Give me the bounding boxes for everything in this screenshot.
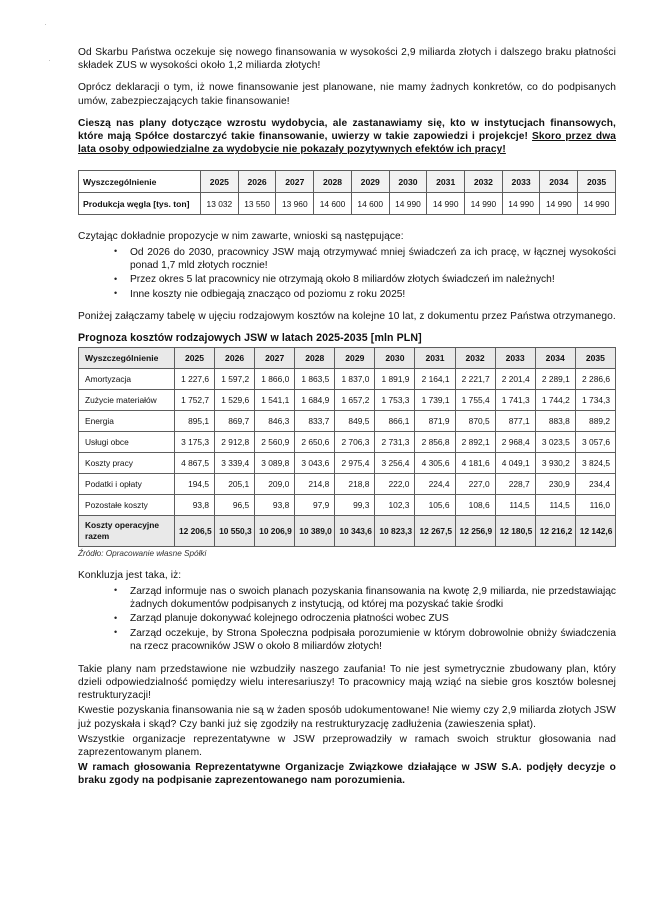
emphasis-plain-text: Cieszą nas plany dotyczące wzrostu wydobycia, ale zastanawiamy się, kto w instytucjach finansowych, które mają Spółce dostarczyć takie finansowanie, uwierzy w takie zapowiedzi i projekcje! (78, 117, 616, 143)
production-table (78, 170, 616, 215)
conclusions-bullet-list (78, 246, 616, 302)
table-cell: 1 863,5 (295, 369, 335, 390)
table-cell: 833,7 (295, 411, 335, 432)
column-header: 2027 (255, 348, 295, 369)
table-cell: 1 529,6 (215, 390, 255, 411)
table-cell: 1 752,7 (175, 390, 215, 411)
column-header: 2027 (276, 171, 314, 193)
table-cell: 3 057,6 (575, 432, 615, 453)
column-header: 2026 (215, 348, 255, 369)
table-cell: 13 960 (276, 193, 314, 215)
table-cell: 1 837,0 (335, 369, 375, 390)
table-cell: 2 650,6 (295, 432, 335, 453)
scan-artifact-mark: · (48, 55, 51, 65)
summary-bullet-list (78, 585, 616, 654)
table-cell: 3 175,3 (175, 432, 215, 453)
column-header: 2033 (502, 171, 540, 193)
column-header: 2031 (427, 171, 465, 193)
emphasis-paragraph (78, 117, 616, 157)
table-cell: 14 990 (502, 193, 540, 215)
table-cell: 13 550 (238, 193, 276, 215)
table-cell: 12 180,5 (495, 516, 535, 547)
column-header: 2030 (375, 348, 415, 369)
column-header: 2030 (389, 171, 427, 193)
table-cell: 93,8 (175, 495, 215, 516)
table-row (79, 474, 616, 495)
row-label: Koszty operacyjne razem (79, 516, 175, 547)
table-cell: 849,5 (335, 411, 375, 432)
table-cell: 114,5 (535, 495, 575, 516)
table-cell: 4 867,5 (175, 453, 215, 474)
table-cell: 4 049,1 (495, 453, 535, 474)
column-header: 2032 (465, 171, 503, 193)
table-cell: 1 684,9 (295, 390, 335, 411)
table-cell: 214,8 (295, 474, 335, 495)
table-cell: 2 856,8 (415, 432, 455, 453)
table-cell: 2 289,1 (535, 369, 575, 390)
list-item: • Inne koszty nie odbiegają znacząco od poziomu z roku 2025! (130, 288, 616, 301)
table-cell: 895,1 (175, 411, 215, 432)
table-cell: 871,9 (415, 411, 455, 432)
table-cell: 3 043,6 (295, 453, 335, 474)
table-cell: 14 990 (427, 193, 465, 215)
table-cell: 96,5 (215, 495, 255, 516)
table-cell: 14 990 (578, 193, 616, 215)
table-cell: 218,8 (335, 474, 375, 495)
table-cell: 114,5 (495, 495, 535, 516)
table-cell: 2 164,1 (415, 369, 455, 390)
closing-paragraph-1 (78, 663, 616, 703)
closing-paragraph-3: Wszystkie organizacje reprezentatywne w JSW przeprowadziły w ramach swoich struktur głosowania nad zaprezentowanym planem. (78, 733, 616, 758)
column-header: 2025 (201, 171, 239, 193)
intro-paragraph-2: Oprócz deklaracji o tym, iż nowe finansowanie jest planowane, nie mamy żadnych konkretów, co do podpisanych umów, zabezpieczających takie finansowanie! (78, 82, 616, 107)
table-cell: 230,9 (535, 474, 575, 495)
table-cell: 12 206,5 (175, 516, 215, 547)
table-cell: 2 892,1 (455, 432, 495, 453)
table-cell: 870,5 (455, 411, 495, 432)
table-cell: 12 142,6 (575, 516, 615, 547)
table-cell: 108,6 (455, 495, 495, 516)
table-cell: 4 181,6 (455, 453, 495, 474)
table-cell: 14 600 (351, 193, 389, 215)
table-cell: 1 866,0 (255, 369, 295, 390)
table-cell: 1 741,3 (495, 390, 535, 411)
table-cell: 194,5 (175, 474, 215, 495)
table-cell: 1 755,4 (455, 390, 495, 411)
cost-table-caption: Prognoza kosztów rodzajowych JSW w latach 2025-2035 [mln PLN] (78, 332, 422, 345)
table-cell: 869,7 (215, 411, 255, 432)
table-cell: 1 744,2 (535, 390, 575, 411)
table-cell: 3 930,2 (535, 453, 575, 474)
closing-paragraph-2: Kwestie pozyskania finansowania nie są w żaden sposób udokumentowane! Nie wiemy czy 2,9 miliarda złotych JSW już pozyskała i skąd? Czy banki już się zgodziły na restrukturyzację zadłużenia (zawieszenia spłat). (78, 705, 616, 730)
table-cell: 116,0 (575, 495, 615, 516)
table-cell: 3 256,4 (375, 453, 415, 474)
intro-paragraph-1: Od Skarbu Państwa oczekuje się nowego finansowania w wysokości 2,9 miliarda złotych i dalszego braku płatności składek ZUS w wysokości około 1,2 miliarda złotych! (78, 47, 616, 72)
table-row (79, 411, 616, 432)
table-cell: 10 389,0 (295, 516, 335, 547)
table-cell: 14 600 (314, 193, 352, 215)
table-cell: 10 823,3 (375, 516, 415, 547)
column-header: 2029 (335, 348, 375, 369)
table-cell: 14 990 (540, 193, 578, 215)
table-cell: 10 343,6 (335, 516, 375, 547)
column-header: Wyszczególnienie (79, 348, 175, 369)
conclusions-lead-in: Czytając dokładnie propozycje w nim zawarte, wnioski są następujące: (78, 231, 404, 243)
column-header: 2029 (351, 171, 389, 193)
table-intro-paragraph: Poniżej załączamy tabelę w ujęciu rodzajowym kosztów na kolejne 10 lat, z dokumentu przez Państwa otrzymanego. (78, 311, 616, 323)
table-cell: 4 305,6 (415, 453, 455, 474)
row-label: Usługi obce (79, 432, 175, 453)
summary-lead-in: Konkluzja jest taka, iż: (78, 570, 182, 582)
table-cell: 97,9 (295, 495, 335, 516)
scan-artifact-mark: · (44, 19, 47, 29)
table-cell: 866,1 (375, 411, 415, 432)
table-cell: 1 739,1 (415, 390, 455, 411)
closing-plain-text: To pracownicy mają wziąć na siebie gros kosztów bolesnej restrukturyzacji! (78, 676, 616, 702)
table-cell: 2 221,7 (455, 369, 495, 390)
table-cell: 3 089,8 (255, 453, 295, 474)
cost-forecast-table (78, 347, 616, 547)
row-label: Podatki i opłaty (79, 474, 175, 495)
table-cell: 877,1 (495, 411, 535, 432)
closing-bold-text: Takie plany nam przedstawione nie wzbudziły naszego zaufania! To nie jest symetrycznie zbudowany plan, który dzieli odpowiedzialność pomiędzy wielu interesariuszy! (78, 663, 616, 688)
table-cell: 222,0 (375, 474, 415, 495)
table-cell: 883,8 (535, 411, 575, 432)
table-cell: 10 550,3 (215, 516, 255, 547)
table-cell: 14 990 (465, 193, 503, 215)
table-cell: 205,1 (215, 474, 255, 495)
column-header: 2031 (415, 348, 455, 369)
table-row (79, 432, 616, 453)
table-cell: 209,0 (255, 474, 295, 495)
column-header: 2028 (295, 348, 335, 369)
row-label: Zużycie materiałów (79, 390, 175, 411)
table-row (79, 390, 616, 411)
table-cell: 13 032 (201, 193, 239, 215)
table-cell: 224,4 (415, 474, 455, 495)
table-row (79, 495, 616, 516)
column-header: 2035 (575, 348, 615, 369)
table-row (79, 369, 616, 390)
table-cell: 1 227,6 (175, 369, 215, 390)
column-header: 2034 (540, 171, 578, 193)
list-item: • Zarząd informuje nas o swoich planach pozyskania finansowania na kwotę 2,9 miliarda, nie przedstawiając żadnych dokumentów podpisanych z instytucją, od której ma pozyskać takie środki (130, 585, 616, 612)
closing-paragraph-4: W ramach głosowania Reprezentatywne Organizacje Związkowe działające w JSW S.A. podjęły decyzje o braku zgody na podpisanie zaprezentowanego nam porozumienia. (78, 762, 616, 787)
table-cell: 3 023,5 (535, 432, 575, 453)
table-cell: 10 206,9 (255, 516, 295, 547)
column-header: Wyszczególnienie (79, 171, 201, 193)
table-cell: 1 734,3 (575, 390, 615, 411)
table-cell: 846,3 (255, 411, 295, 432)
table-cell: 889,2 (575, 411, 615, 432)
column-header: 2035 (578, 171, 616, 193)
row-label: Energia (79, 411, 175, 432)
table-cell: 227,0 (455, 474, 495, 495)
list-item: • Zarząd oczekuje, by Strona Społeczna podpisała porozumienie w którym dobrowolnie obniży świadczenia na rzecz pracowników JSW o około 8 miliardów złotych! (130, 627, 616, 654)
row-label: Pozostałe koszty (79, 495, 175, 516)
table-cell: 2 968,4 (495, 432, 535, 453)
table-cell: 1 753,3 (375, 390, 415, 411)
column-header: 2028 (314, 171, 352, 193)
emphasis-underlined-text: Skoro przez dwa lata osoby odpowiedzialne za wydobycie nie pokazały pozytywnych efektów ich pracy! (78, 131, 616, 156)
table-cell: 2 286,6 (575, 369, 615, 390)
table-cell: 2 975,4 (335, 453, 375, 474)
table-cell: 2 201,4 (495, 369, 535, 390)
list-item: • Zarząd planuje dokonywać kolejnego odroczenia płatności wobec ZUS (130, 612, 616, 625)
list-item: • Od 2026 do 2030, pracownicy JSW mają otrzymywać mniej świadczeń za ich pracę, w łącznej wysokości ponad 1,7 mld złotych rocznie! (130, 246, 616, 273)
table-cell: 1 541,1 (255, 390, 295, 411)
column-header: 2033 (495, 348, 535, 369)
table-cell: 12 267,5 (415, 516, 455, 547)
table-cell: 2 912,8 (215, 432, 255, 453)
row-label: Produkcja węgla [tys. ton] (79, 193, 201, 215)
table-cell: 2 560,9 (255, 432, 295, 453)
table-cell: 228,7 (495, 474, 535, 495)
table-cell: 3 339,4 (215, 453, 255, 474)
table-cell: 2 731,3 (375, 432, 415, 453)
column-header: 2032 (455, 348, 495, 369)
table-source-caption: Źródło: Opracowanie własne Spółki (78, 549, 207, 559)
list-item: • Przez okres 5 lat pracownicy nie otrzymają około 8 miliardów złotych świadczeń im należnych! (130, 273, 616, 286)
table-cell: 12 256,9 (455, 516, 495, 547)
table-cell: 234,4 (575, 474, 615, 495)
row-label: Amortyzacja (79, 369, 175, 390)
table-header-row (79, 348, 616, 369)
table-row (79, 193, 616, 215)
row-label: Koszty pracy (79, 453, 175, 474)
column-header: 2034 (535, 348, 575, 369)
table-cell: 99,3 (335, 495, 375, 516)
table-cell: 93,8 (255, 495, 295, 516)
column-header: 2025 (175, 348, 215, 369)
table-cell: 12 216,2 (535, 516, 575, 547)
table-cell: 2 706,3 (335, 432, 375, 453)
table-row-total (79, 516, 616, 547)
table-cell: 14 990 (389, 193, 427, 215)
table-row (79, 453, 616, 474)
column-header: 2026 (238, 171, 276, 193)
table-cell: 1 657,2 (335, 390, 375, 411)
table-cell: 105,6 (415, 495, 455, 516)
table-cell: 1 891,9 (375, 369, 415, 390)
table-cell: 1 597,2 (215, 369, 255, 390)
table-header-row (79, 171, 616, 193)
table-cell: 102,3 (375, 495, 415, 516)
table-cell: 3 824,5 (575, 453, 615, 474)
